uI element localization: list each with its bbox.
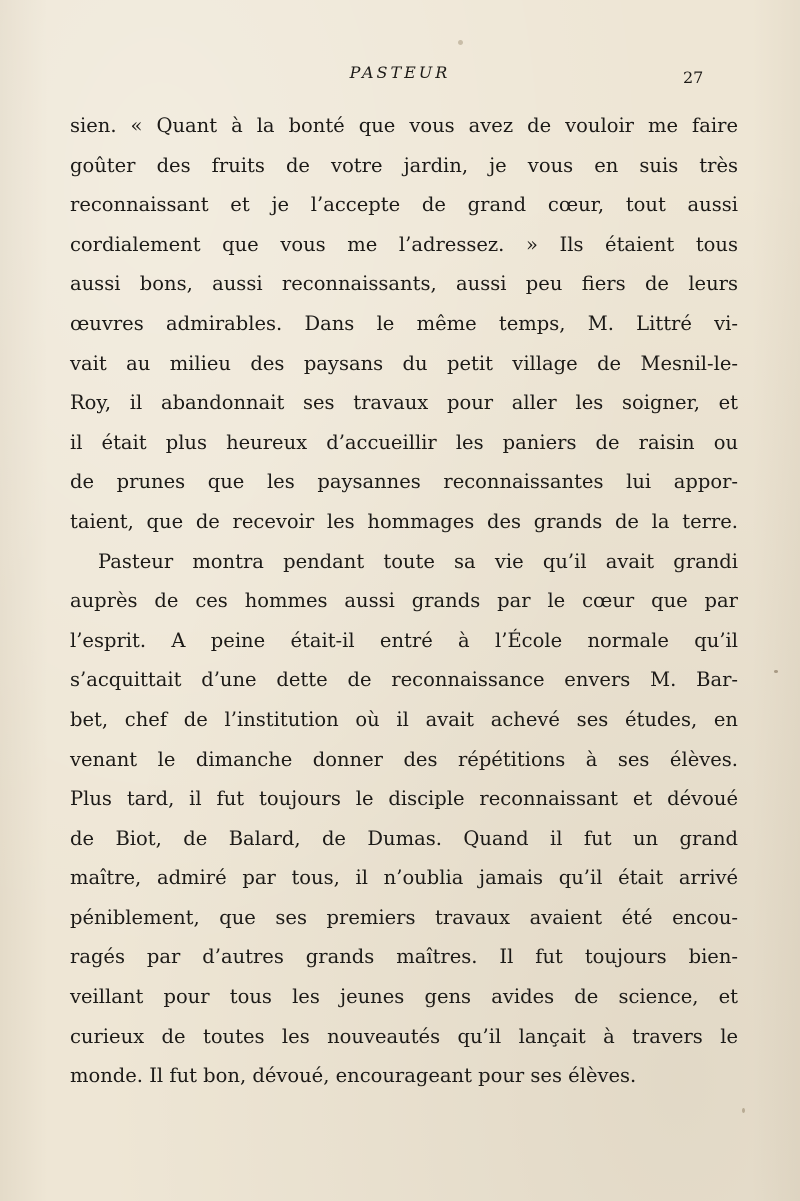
paper-speck bbox=[742, 1108, 745, 1113]
text-line: goûter des fruits de votre jardin, je vous en suis très bbox=[70, 153, 738, 177]
text-line: venant le dimanche donner des répétitions à ses élèves. bbox=[70, 747, 738, 771]
text-line: sien. « Quant à la bonté que vous avez de vouloir me faire bbox=[70, 114, 738, 137]
text-line: ragés par d’autres grands maîtres. Il fut toujours bien- bbox=[70, 945, 738, 969]
running-title: PASTEUR bbox=[349, 63, 451, 82]
text-line: Pasteur montra pendant toute sa vie qu’il avait grandi bbox=[98, 549, 738, 573]
text-line: monde. Il fut bon, dévoué, encourageant pour ses élèves. bbox=[70, 1064, 637, 1088]
text-line: péniblement, que ses premiers travaux avaient été encou- bbox=[70, 905, 738, 929]
page-header bbox=[0, 63, 800, 93]
text-line: maître, admiré par tous, il n’oublia jamais qu’il était arrivé bbox=[70, 866, 738, 890]
text-line: Roy, il abandonnait ses travaux pour aller les soigner, et bbox=[70, 391, 738, 415]
text-line: aussi bons, aussi reconnaissants, aussi peu fiers de leurs bbox=[70, 272, 738, 296]
page-number: 27 bbox=[683, 68, 704, 87]
text-line: taient, que de recevoir les hommages des grands de la terre. bbox=[70, 509, 738, 533]
text-line: bet, chef de l’institution où il avait achevé ses études, en bbox=[70, 707, 738, 731]
text-line: veillant pour tous les jeunes gens avides de science, et bbox=[70, 985, 738, 1009]
text-line: de Biot, de Balard, de Dumas. Quand il fut un grand bbox=[70, 826, 738, 850]
text-line: Plus tard, il fut toujours le disciple reconnaissant et dévoué bbox=[70, 787, 738, 811]
text-line: l’esprit. A peine était-il entré à l’École normale qu’il bbox=[70, 628, 738, 652]
body-text bbox=[70, 106, 738, 1096]
text-line: vait au milieu des paysans du petit village de Mesnil-le- bbox=[70, 351, 738, 375]
text-line: curieux de toutes les nouveautés qu’il lançait à travers le bbox=[70, 1024, 738, 1048]
text-line: œuvres admirables. Dans le même temps, M. Littré vi- bbox=[70, 311, 738, 335]
text-line: cordialement que vous me l’adressez. » Ils étaient tous bbox=[70, 232, 738, 256]
paper-speck bbox=[774, 670, 778, 673]
text-line: de prunes que les paysannes reconnaissantes lui appor- bbox=[70, 470, 738, 494]
paper-speck bbox=[458, 40, 463, 45]
text-line: il était plus heureux d’accueillir les paniers de raisin ou bbox=[70, 430, 738, 454]
text-line: reconnaissant et je l’accepte de grand cœur, tout aussi bbox=[70, 193, 738, 217]
text-line: auprès de ces hommes aussi grands par le cœur que par bbox=[70, 589, 738, 613]
text-line: s’acquittait d’une dette de reconnaissance envers M. Bar- bbox=[70, 668, 738, 692]
